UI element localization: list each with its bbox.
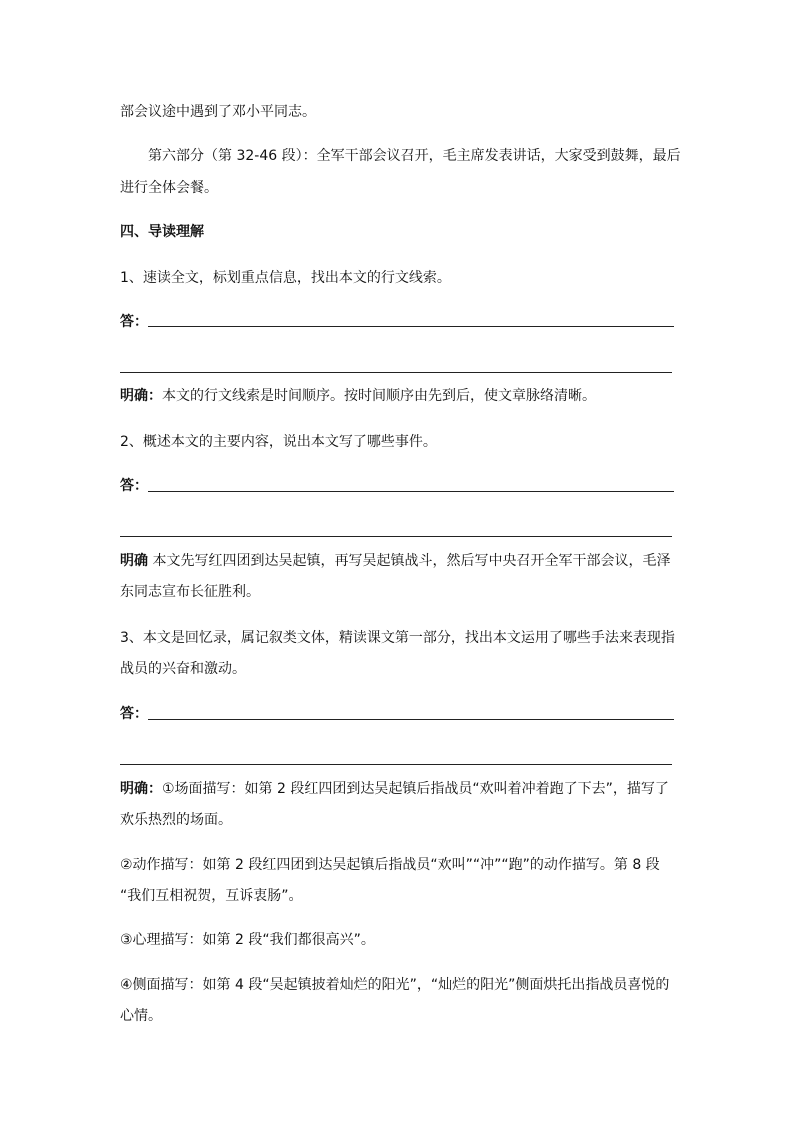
q2-answer-line-2[interactable]	[120, 536, 672, 537]
q1-answer-line-1[interactable]	[148, 326, 674, 327]
q1-question: 1、速读全文，标划重点信息，找出本文的行文线索。	[120, 270, 451, 286]
q3-answer-line-1[interactable]	[148, 719, 674, 720]
q3-point4-line2: 心情。	[120, 1008, 162, 1024]
q3-answer-label: 答：	[120, 706, 148, 722]
q3-clarify-label: 明确：	[120, 781, 162, 797]
q3-question-line2: 战员的兴奋和激动。	[120, 661, 246, 677]
q1-answer-line-2[interactable]	[120, 372, 672, 373]
q3-clarify-line1	[120, 779, 680, 799]
q3-question-line1: 3、本文是回忆录，属记叙类文体，精读课文第一部分，找出本文运用了哪些手法来表现指	[120, 630, 675, 646]
part6-line2: 进行全体会餐。	[120, 180, 218, 196]
q2-answer-line-1[interactable]	[148, 491, 674, 492]
q2-answer-label: 答：	[120, 478, 148, 494]
q2-answer-row	[120, 476, 680, 496]
q1-answer-label: 答：	[120, 314, 148, 330]
q3-point4-line1: ④侧面描写：如第 4 段“吴起镇披着灿烂的阳光”，“灿烂的阳光”侧面烘托出指战员喜悦的	[120, 977, 670, 993]
q3-clarify-line2: 欢乐热烈的场面。	[120, 812, 232, 828]
part6-line1: 第六部分（第 32-46 段）：全军干部会议召开，毛主席发表讲话，大家受到鼓舞，最后	[148, 148, 681, 164]
q1-clarify-text: 本文的行文线索是时间顺序。按时间顺序由先到后，使文章脉络清晰。	[162, 388, 596, 404]
q3-answer-line-2[interactable]	[120, 764, 672, 765]
q1-answer-row	[120, 312, 680, 332]
q2-question: 2、概述本文的主要内容，说出本文写了哪些事件。	[120, 434, 437, 450]
section-title: 四、导读理解	[120, 224, 204, 240]
q3-answer-row	[120, 704, 680, 724]
q2-clarify-line2: 东同志宣布长征胜利。	[120, 584, 260, 600]
intro-line: 部会议途中遇到了邓小平同志。	[120, 104, 316, 120]
q3-point3: ③心理描写：如第 2 段“我们都很高兴”。	[120, 932, 375, 948]
q3-point2-line2: “我们互相祝贺，互诉衷肠”。	[120, 888, 303, 904]
q1-clarify-label: 明确：	[120, 388, 162, 404]
q2-clarify-text-1: 本文先写红四团到达吴起镇，再写吴起镇战斗，然后写中央召开全军干部会议，毛泽	[148, 553, 671, 569]
q2-clarify-line1	[120, 551, 680, 571]
q3-point2-line1: ②动作描写：如第 2 段红四团到达吴起镇后指战员“欢叫”“冲”“跑”的动作描写。第 8 段	[120, 857, 660, 873]
q1-clarify	[120, 386, 680, 406]
q3-clarify-text-1: ①场面描写：如第 2 段红四团到达吴起镇后指战员“欢叫着冲着跑了下去”，描写了	[162, 781, 669, 797]
q2-clarify-label: 明确	[120, 553, 148, 569]
